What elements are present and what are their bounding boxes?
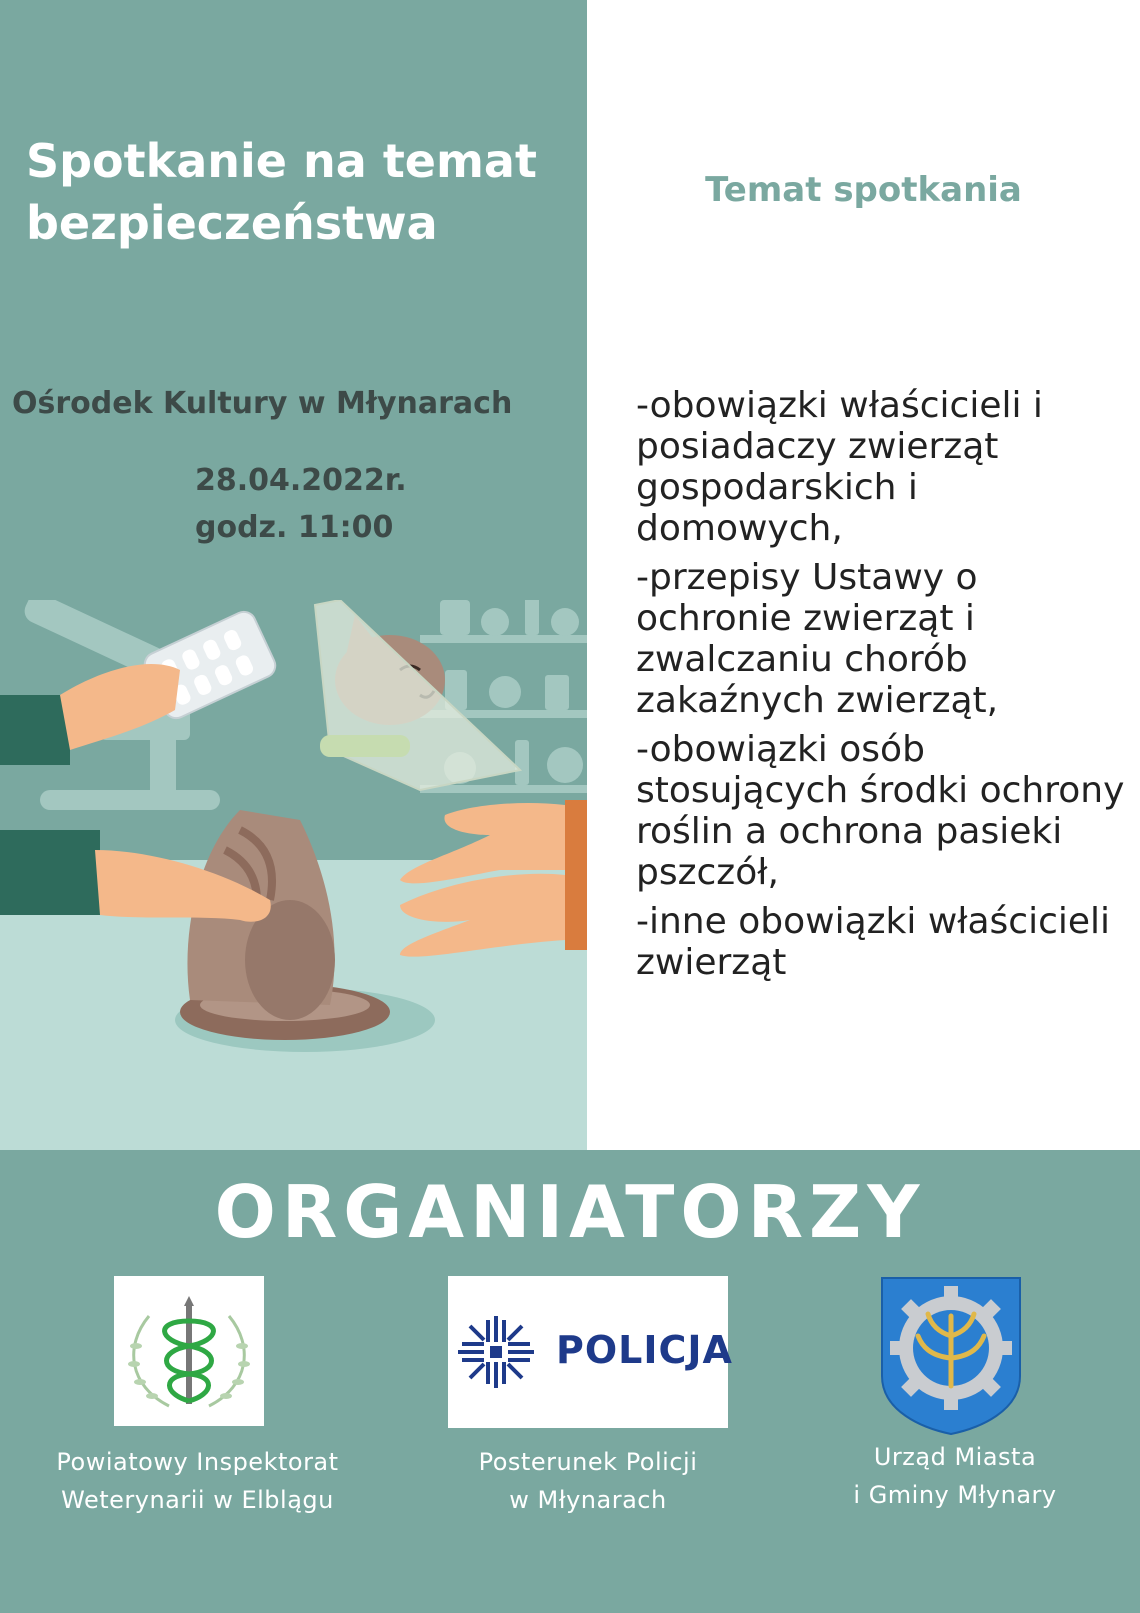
topic-list <box>636 385 1136 991</box>
police-logo-text: POLICJA <box>556 1328 733 1372</box>
police-logo <box>448 1276 733 1428</box>
veterinary-caduceus-icon <box>114 1276 264 1426</box>
caption-line-1: Posterunek Policji <box>478 1448 698 1476</box>
caption-line-1: Urząd Miasta <box>873 1443 1037 1471</box>
title-line-2: bezpieczeństwa <box>26 196 438 250</box>
caption-line-2: w Młynarach <box>509 1486 667 1514</box>
coat-of-arms-icon <box>880 1276 1022 1436</box>
veterinary-inspectorate-caption <box>20 1443 375 1519</box>
venue: Ośrodek Kultury w Młynarach <box>12 386 513 421</box>
topic-item: -przepisy Ustawy o ochronie zwierząt i zwalczaniu chorób zakaźnych zwierząt, <box>636 557 999 721</box>
organizers-heading: ORGANIATORZY <box>214 1170 926 1254</box>
topic-item: -inne obowiązki właścicieli zwierząt <box>636 901 1111 983</box>
caption-line-2: i Gminy Młynary <box>853 1481 1057 1509</box>
caption-line-1: Powiatowy Inspektorat <box>56 1448 339 1476</box>
topic-item: -obowiązki osób stosujących środki ochrony roślin a ochrona pasieki pszczół, <box>636 729 1125 893</box>
event-date: 28.04.2022r. <box>195 463 407 498</box>
title-line-1: Spotkanie na temat <box>26 134 537 188</box>
poster-title <box>26 130 586 254</box>
vet-cat-illustration <box>0 600 587 1150</box>
municipality-coat-of-arms <box>880 1276 1022 1436</box>
police-caption <box>438 1443 738 1519</box>
left-panel <box>0 0 587 1150</box>
event-time: godz. 11:00 <box>195 510 394 545</box>
municipality-caption <box>815 1438 1095 1514</box>
topic-heading: Temat spotkania <box>705 170 1022 210</box>
topic-item: -obowiązki właścicieli i posiadaczy zwierząt gospodarskich i domowych, <box>636 385 1043 549</box>
caption-line-2: Weterynarii w Elblągu <box>61 1486 334 1514</box>
veterinary-inspectorate-logo <box>114 1276 264 1426</box>
